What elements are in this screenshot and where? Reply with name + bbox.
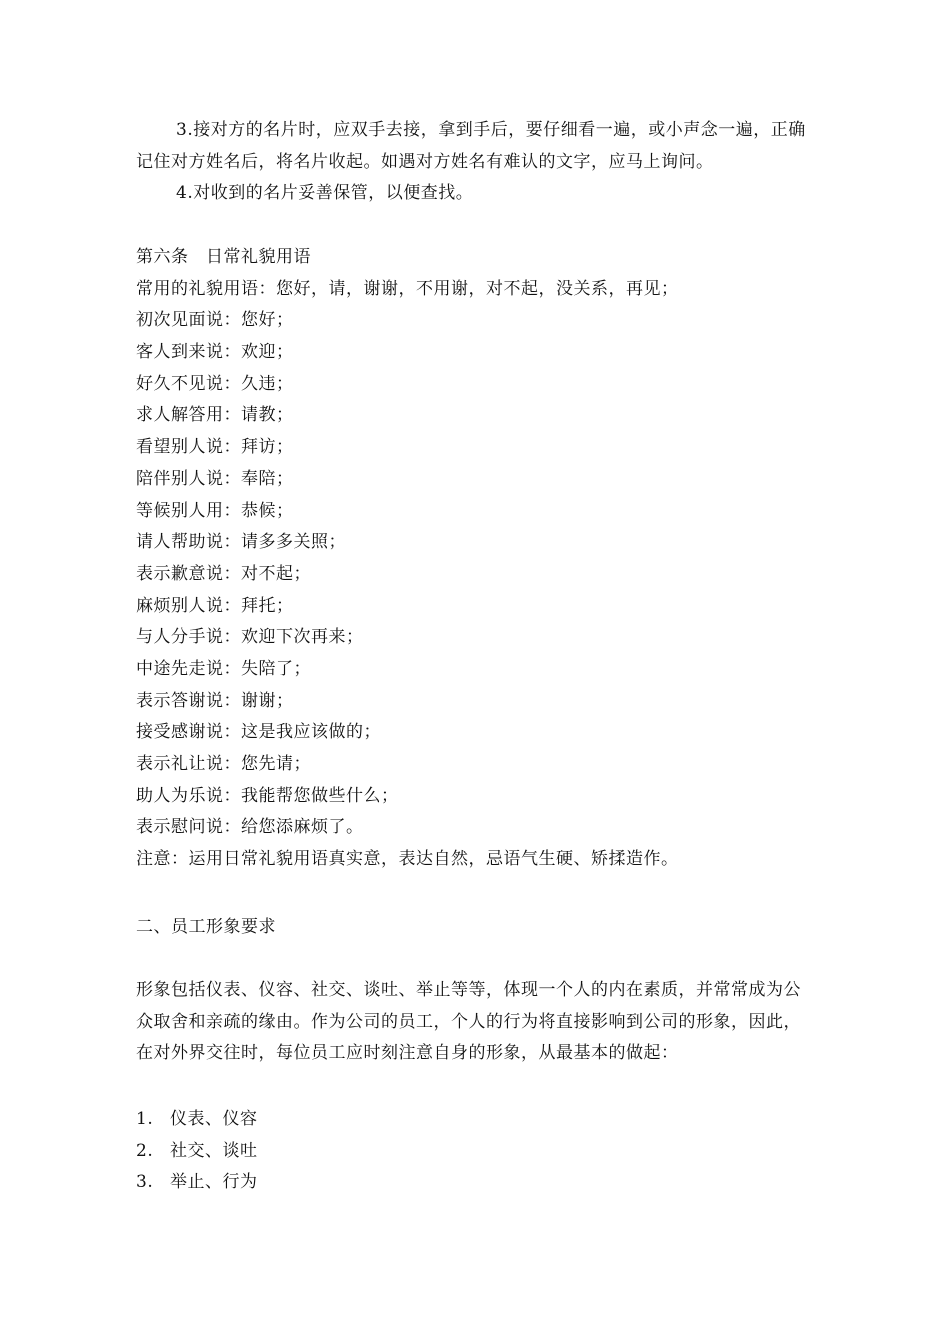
phrase-line: 陪伴别人说：奉陪；	[136, 468, 294, 489]
list-text: 举止、行为	[170, 1172, 258, 1192]
phrase-line: 看望别人说：拜访；	[136, 437, 294, 458]
phrase-line: 表示答谢说：谢谢；	[136, 690, 294, 711]
phrase-line: 初次见面说：您好；	[136, 310, 294, 331]
phrase-line: 求人解答用：请教；	[136, 405, 294, 426]
list-number: 1.	[136, 1109, 154, 1129]
list-text: 社交、谈吐	[170, 1140, 258, 1161]
list-number: 2.	[136, 1140, 154, 1161]
phrase-line: 客人到来说：欢迎；	[136, 342, 294, 363]
phrase-line: 好久不见说：久违；	[136, 373, 294, 394]
list-item	[136, 1136, 861, 1168]
phrase-line: 表示歉意说：对不起；	[136, 563, 311, 584]
card-rule-3-line-2: 记住对方姓名后，将名片收起。如遇对方姓名有难认的文字，应马上询问。	[136, 151, 714, 172]
list-text: 仪表、仪容	[170, 1109, 258, 1129]
phrase-line: 常用的礼貌用语：您好，请，谢谢，不用谢，对不起，没关系，再见；	[136, 278, 679, 299]
section-2-heading	[136, 912, 861, 944]
list-item	[136, 1104, 861, 1136]
business-card-section	[136, 115, 861, 210]
paragraph-line: 形象包括仪表、仪容、社交、谈吐、举止等等，体现一个人的内在素质，并常常成为公	[136, 980, 801, 1000]
phrase-line: 表示慰问说：给您添麻烦了。	[136, 817, 364, 838]
phrase-line: 与人分手说：欢迎下次再来；	[136, 627, 364, 648]
phrase-line: 请人帮助说：请多多关照；	[136, 532, 346, 553]
phrase-line: 接受感谢说：这是我应该做的；	[136, 722, 381, 743]
card-rule-3-line-1: 3.接对方的名片时，应双手去接，拿到手后，要仔细看一遍，或小声念一遍，正确	[176, 120, 806, 140]
phrase-line: 助人为乐说：我能帮您做些什么；	[136, 785, 399, 806]
phrase-line: 中途先走说：失陪了；	[136, 658, 311, 679]
section-2-paragraph	[136, 975, 861, 1070]
note-line: 注意：运用日常礼貌用语真实意，表达自然，忌语气生硬、矫揉造作。	[136, 849, 679, 870]
list-item	[136, 1167, 861, 1199]
employee-image-heading: 二、员工形象要求	[136, 917, 276, 937]
phrase-line: 麻烦别人说：拜托；	[136, 595, 294, 616]
phrase-line: 等候别人用：恭候；	[136, 500, 294, 521]
phrase-line: 表示礼让说：您先请；	[136, 754, 311, 774]
list-number: 3.	[136, 1172, 154, 1192]
section-2-list	[136, 1104, 861, 1199]
article-6-section	[136, 242, 861, 876]
paragraph-line: 众取舍和亲疏的缘由。作为公司的员工，个人的行为将直接影响到公司的形象，因此，	[136, 1011, 801, 1032]
card-rule-4: 4.对收到的名片妥善保管，以便查找。	[176, 183, 474, 204]
article-6-title: 第六条 日常礼貌用语	[136, 247, 311, 267]
paragraph-line: 在对外界交往时，每位员工应时刻注意自身的形象，从最基本的做起：	[136, 1043, 679, 1064]
